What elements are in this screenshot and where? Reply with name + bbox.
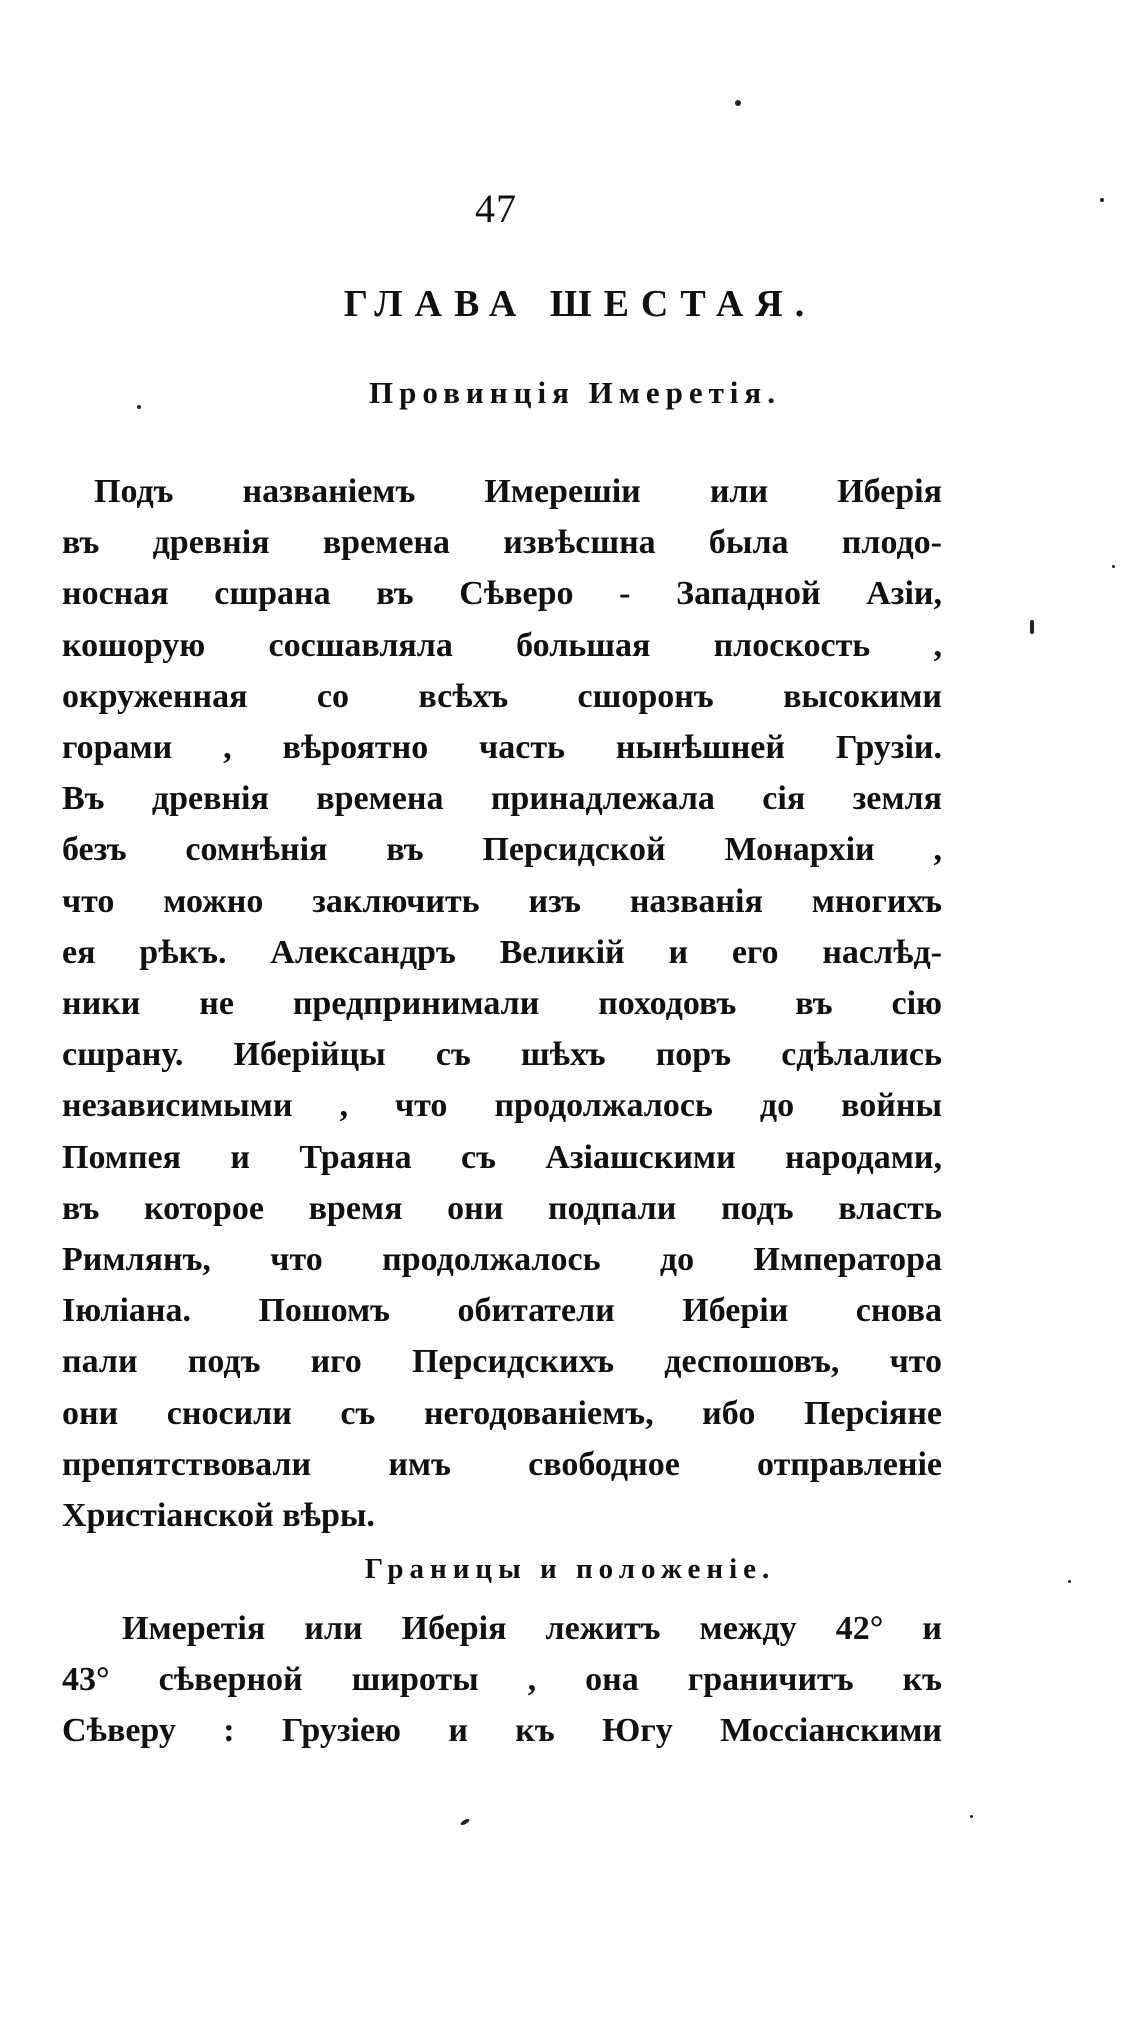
text-line: препятствовали имъ свободное отправленіе: [62, 1445, 942, 1483]
text-line: ея рѣкъ. Александръ Великій и его наслѣд-: [62, 933, 942, 971]
page-number: 47: [475, 186, 517, 231]
scan-speck: [460, 1818, 471, 1826]
text-line: носная сшрана въ Сѣверо - Западной Азіи,: [62, 575, 942, 613]
scan-speck: [1112, 565, 1115, 568]
text-line: Христіанской вѣры.: [62, 1497, 375, 1535]
scan-speck: [1100, 198, 1104, 202]
text-line: въ древнія времена извѣсшна была плодо-: [62, 524, 942, 562]
text-line: что можно заключить изъ названія многихъ: [62, 882, 942, 920]
text-line: Подъ названіемъ Имерешіи или Иберія: [94, 473, 942, 510]
scan-speck: [970, 1815, 973, 1818]
text-line: Римлянъ, что продолжалось до Императора: [62, 1241, 942, 1279]
text-line: Помпея и Траяна съ Азіашскими народами,: [62, 1138, 942, 1176]
text-line: они сносили съ негодованіемъ, ибо Персіяне: [62, 1394, 942, 1432]
text-line: Въ древнія времена принадлежала сія земля: [62, 780, 942, 818]
text-line: окруженная со всѣхъ сшоронъ высокими: [62, 677, 942, 715]
scan-speck: [137, 405, 141, 409]
paragraph-history: [62, 466, 942, 1541]
text-line: 43° сѣверной широты , она граничитъ къ: [62, 1661, 942, 1699]
section-title-borders: Границы и положеніе.: [364, 1553, 776, 1585]
scan-speck: [735, 100, 741, 106]
text-line: горами , вѣроятно часть нынѣшней Грузіи.: [62, 729, 942, 767]
section-title-province: Провинція Имеретія.: [369, 375, 781, 410]
text-line: кошорую сосшавляла большая плоскость ,: [62, 626, 942, 664]
text-line: въ которое время они подпали подъ власть: [62, 1189, 942, 1227]
text-line: пали подъ иго Персидскихъ деспошовъ, что: [62, 1343, 942, 1381]
scan-speck: [1068, 1580, 1071, 1583]
text-line: сшрану. Иберійцы съ шѣхъ поръ сдѣлались: [62, 1036, 942, 1074]
text-line: ники не предпринимали походовъ въ сію: [62, 985, 942, 1023]
text-line: Іюліана. Пошомъ обитатели Иберіи снова: [62, 1292, 942, 1330]
text-line: Имеретія или Иберія лежитъ между 42° и: [122, 1610, 942, 1647]
text-line: независимыми , что продолжалось до войны: [62, 1087, 942, 1125]
scan-speck: [1030, 620, 1034, 634]
paragraph-borders: [62, 1603, 942, 1757]
chapter-title: ГЛАВА ШЕСТАЯ.: [343, 283, 817, 325]
text-line: Сѣверу : Грузіею и къ Югу Моссіанскими: [62, 1712, 942, 1750]
text-line: безъ сомнѣнія въ Персидской Монархіи ,: [62, 831, 942, 869]
